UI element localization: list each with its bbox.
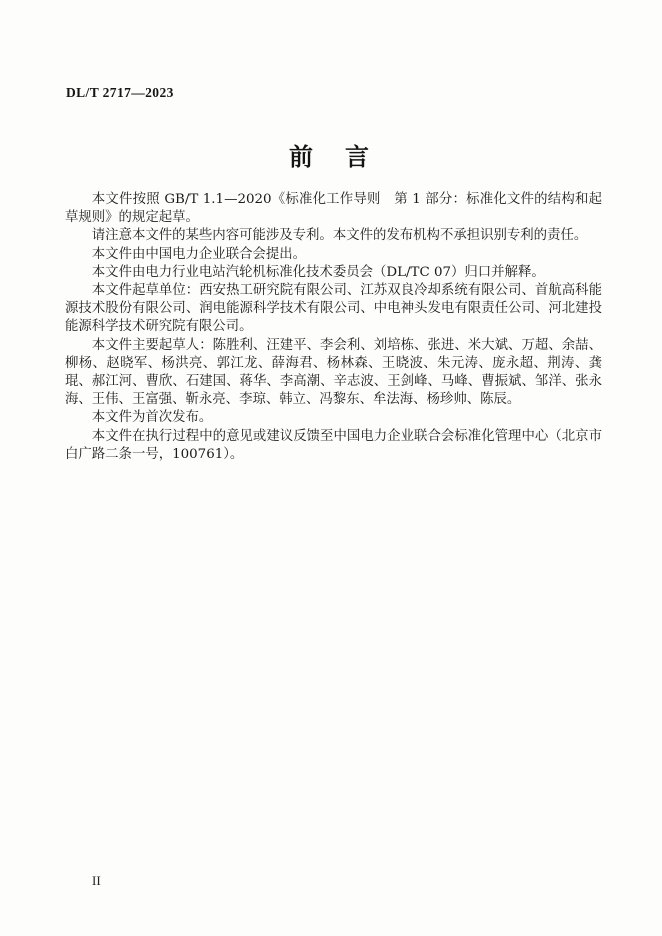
foreword-paragraph-drafting-basis: 本文件按照 GB/T 1.1—2020《标准化工作导则 第 1 部分：标准化文件的结构和起草规则》的规定起草。	[65, 192, 602, 226]
foreword-paragraph-patent-notice: 请注意本文件的某些内容可能涉及专利。本文件的发布机构不承担识别专利的责任。	[91, 228, 588, 244]
foreword-paragraph-committee: 本文件由电力行业电站汽轮机标准化技术委员会（DL/TC 07）归口并解释。	[91, 264, 545, 280]
page-number: II	[92, 873, 101, 888]
foreword-paragraph-feedback-address: 本文件在执行过程中的意见或建议反馈至中国电力企业联合会标准化管理中心（北京市白广路二条一号，100761）。	[65, 428, 602, 462]
foreword-title: 前 言	[289, 143, 373, 171]
foreword-paragraph-first-issue: 本文件为首次发布。	[91, 410, 213, 426]
foreword-paragraph-drafting-organizations: 本文件起草单位：西安热工研究院有限公司、江苏双良冷却系统有限公司、首航高科能源技术股份有限公司、润电能源科学技术有限公司、中电神头发电有限责任公司、河北建投能源科学技术研究院有限公司。	[65, 283, 602, 335]
foreword-paragraph-proposer: 本文件由中国电力企业联合会提出。	[91, 246, 307, 262]
foreword-paragraph-drafters: 本文件主要起草人：陈胜利、汪建平、李会利、刘培栋、张进、米大斌、万超、余喆、柳杨、赵晓军、杨洪亮、郭江龙、薛海君、杨林森、王晓波、朱元涛、庞永超、荆涛、龚琨、郝江河、曹欣、石建国、蒋华、李高潮、辛志波、王剑峰、马峰、曹振斌、邹洋、张永海、王伟、王富强、靳永亮、李琼、韩立、冯黎东、牟法海、杨珍帅、陈辰。	[65, 337, 602, 408]
document-code: DL/T 2717—2023	[66, 85, 174, 100]
foreword-body	[65, 191, 602, 464]
